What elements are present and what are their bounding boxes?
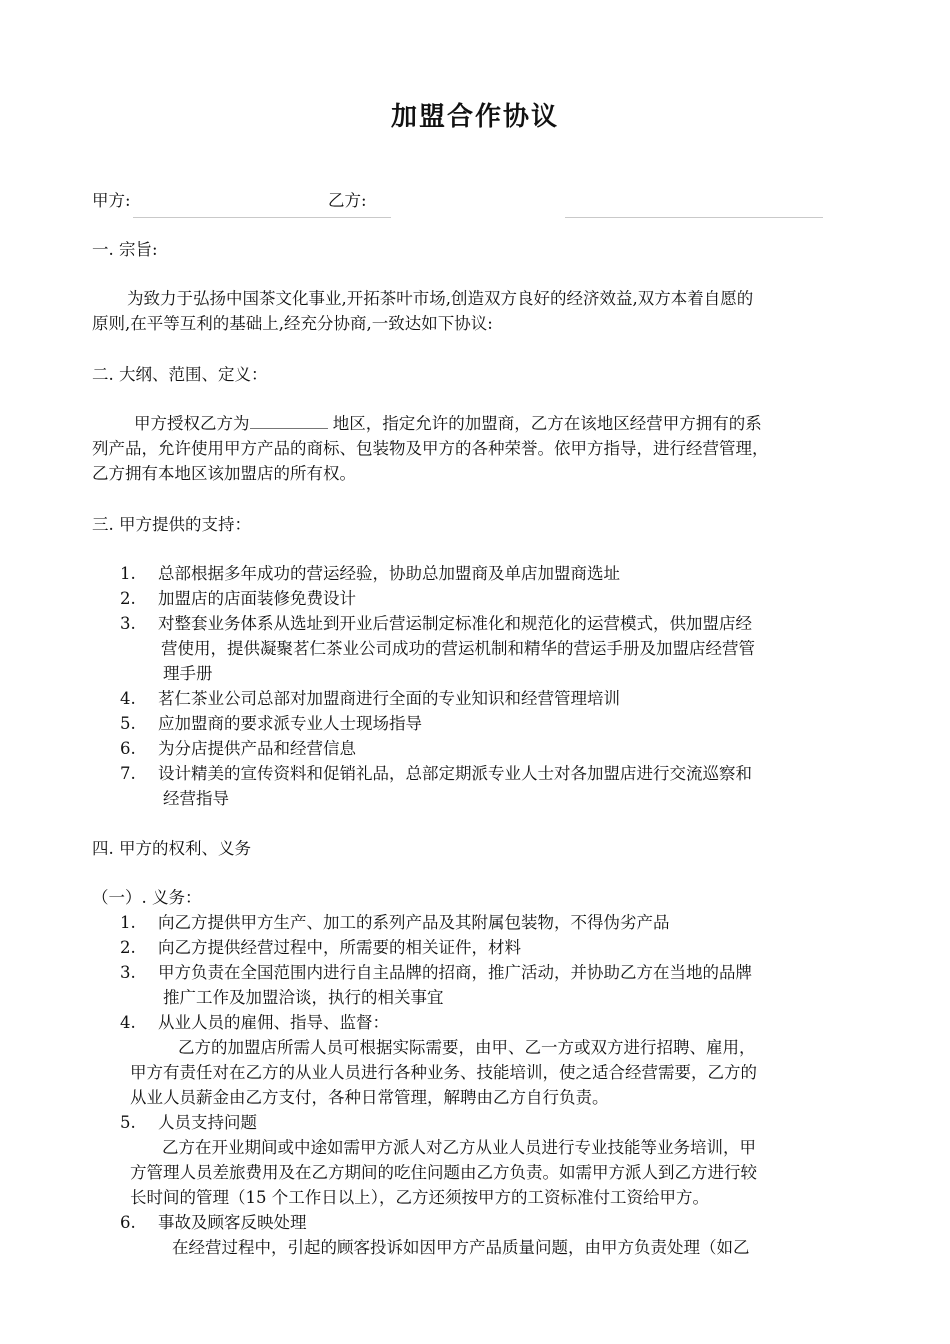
list-item: 2. 加盟店的店面装修免费设计	[120, 589, 356, 608]
list-item: 3. 对整套业务体系从选址到开业后营运制定标准化和规范化的运营模式，供加盟店经	[120, 614, 752, 633]
section-1-heading: 一. 宗旨:	[92, 240, 158, 259]
list-item-continuation: 经营指导	[163, 789, 229, 808]
party-a-signature-line	[133, 217, 391, 218]
list-item-continuation: 理手册	[163, 664, 213, 683]
section-2-para-text: 地区，指定允许的加盟商，乙方在该地区经营甲方拥有的系	[332, 414, 762, 433]
section-2-para-line: 乙方拥有本地区该加盟店的所有权。	[92, 464, 356, 483]
section-4-subheading: （一）. 义务：	[92, 888, 202, 907]
list-item-paragraph: 长时间的管理（15 个工作日以上），乙方还须按甲方的工资标准付工资给甲方。	[130, 1188, 709, 1207]
section-1-para-line: 原则,在平等互利的基础上,经充分协商,一致达如下协议:	[92, 314, 493, 333]
list-item: 1. 总部根据多年成功的营运经验，协助总加盟商及单店加盟商选址	[120, 564, 620, 583]
list-item-paragraph: 乙方在开业期间或中途如需甲方派人对乙方从业人员进行专业技能等业务培训，甲	[162, 1138, 756, 1157]
section-2-para-text: 甲方授权乙方为	[134, 414, 250, 433]
list-item: 4. 从业人员的雇佣、指导、监督：	[120, 1013, 389, 1032]
section-1-para-line: 为致力于弘扬中国茶文化事业,开拓茶叶市场,创造双方良好的经济效益,双方本着自愿的	[127, 289, 754, 308]
document-title: 加盟合作协议	[390, 102, 559, 132]
section-3-heading: 三. 甲方提供的支持：	[92, 515, 251, 534]
list-item: 7. 设计精美的宣传资料和促销礼品，总部定期派专业人士对各加盟店进行交流巡察和	[120, 764, 752, 783]
party-b-signature-line	[565, 217, 823, 218]
section-2-para-line: 列产品，允许使用甲方产品的商标、包装物及甲方的各种荣誉。依甲方指导，进行经营管理，	[92, 439, 769, 458]
list-item-continuation: 营使用，提供凝聚茗仁茶业公司成功的营运机制和精华的营运手册及加盟店经营管	[161, 639, 755, 658]
list-item-paragraph: 从业人员薪金由乙方支付，各种日常管理，解聘由乙方自行负责。	[130, 1088, 609, 1107]
list-item-paragraph: 乙方的加盟店所需人员可根据实际需要，由甲、乙一方或双方进行招聘、雇用，	[178, 1038, 756, 1057]
party-b-label: 乙方:	[328, 191, 367, 210]
list-item: 2. 向乙方提供经营过程中，所需要的相关证件，材料	[120, 938, 521, 957]
list-item-paragraph: 甲方有责任对在乙方的从业人员进行各种业务、技能培训，使之适合经营需要，乙方的	[130, 1063, 757, 1082]
list-item-continuation: 推广工作及加盟洽谈，执行的相关事宜	[163, 988, 444, 1007]
list-item: 3. 甲方负责在全国范围内进行自主品牌的招商，推广活动，并协助乙方在当地的品牌	[120, 963, 752, 982]
party-a-label: 甲方:	[92, 191, 131, 210]
list-item: 5. 人员支持问题	[120, 1113, 257, 1132]
list-item: 6. 事故及顾客反映处理	[120, 1213, 307, 1232]
section-4-heading: 四. 甲方的权利、义务	[92, 839, 251, 858]
list-item-paragraph: 在经营过程中，引起的顾客投诉如因甲方产品质量问题，由甲方负责处理（如乙	[172, 1238, 750, 1257]
region-blank-field	[250, 412, 328, 429]
list-item-paragraph: 方管理人员差旅费用及在乙方期间的吃住问题由乙方负责。如需甲方派人到乙方进行较	[130, 1163, 757, 1182]
section-2-heading: 二. 大纲、范围、定义：	[92, 365, 268, 384]
list-item: 4. 茗仁茶业公司总部对加盟商进行全面的专业知识和经营管理培训	[120, 689, 620, 708]
list-item: 6. 为分店提供产品和经营信息	[120, 739, 356, 758]
section-2-para-line	[134, 411, 762, 436]
list-item: 5. 应加盟商的要求派专业人士现场指导	[120, 714, 422, 733]
list-item: 1. 向乙方提供甲方生产、加工的系列产品及其附属包装物，不得伪劣产品	[120, 913, 670, 932]
